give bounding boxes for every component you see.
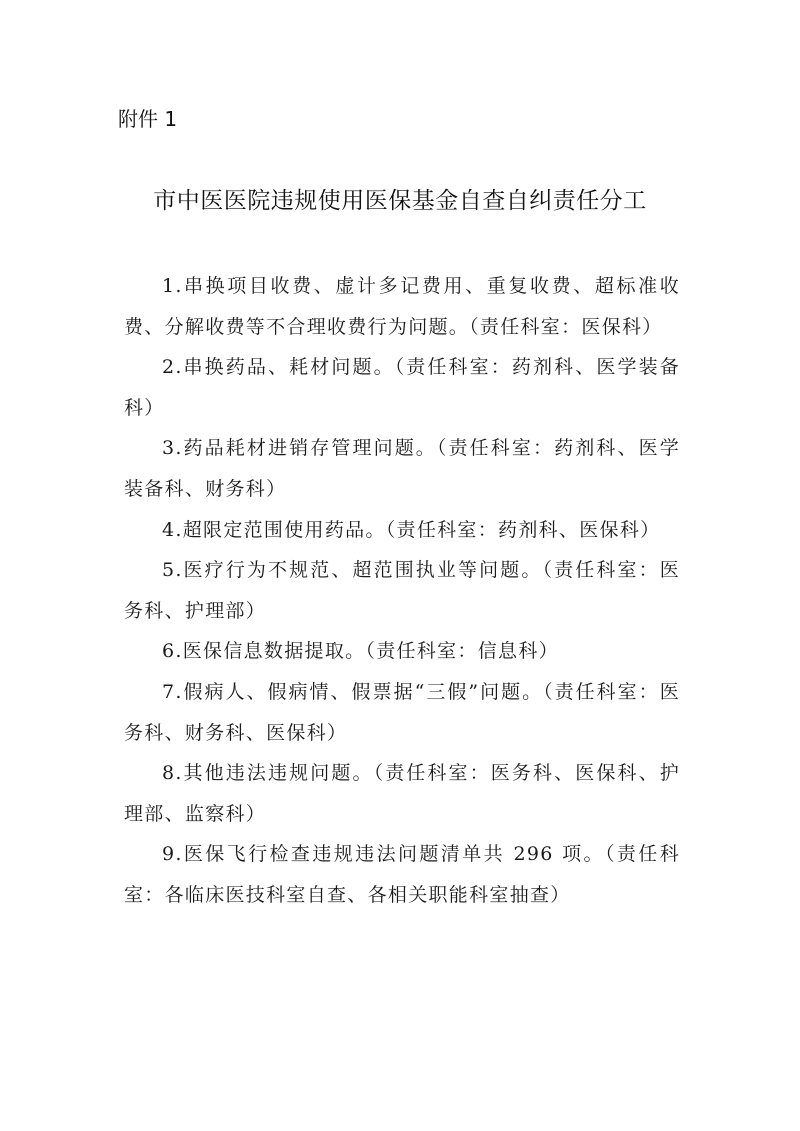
list-item: 9.医保飞行检查违规违法问题清单共 296 项。（责任科室：各临床医技科室自查、各相关职能科室抽查） xyxy=(124,843,680,906)
responsibility-list xyxy=(124,266,680,916)
list-item: 5.医疗行为不规范、超范围执业等问题。（责任科室：医务科、护理部） xyxy=(124,559,680,622)
attachment-label: 附件 1 xyxy=(118,107,178,131)
list-item: 2.串换药品、耗材问题。（责任科室：药剂科、医学装备科） xyxy=(124,356,680,419)
list-item: 1.串换项目收费、虚计多记费用、重复收费、超标准收费、分解收费等不合理收费行为问题。（责任科室：医保科） xyxy=(124,275,680,338)
list-item: 3.药品耗材进销存管理问题。（责任科室：药剂科、医学装备科、财务科） xyxy=(124,437,680,500)
list-item: 8.其他违法违规问题。（责任科室：医务科、医保科、护理部、监察科） xyxy=(124,762,680,825)
list-item: 7.假病人、假病情、假票据“三假”问题。（责任科室：医务科、财务科、医保科） xyxy=(124,680,680,744)
list-item: 6.医保信息数据提取。（责任科室：信息科） xyxy=(162,640,559,663)
list-item: 4.超限定范围使用药品。（责任科室：药剂科、医保科） xyxy=(162,518,661,541)
document-title: 市中医医院违规使用医保基金自查自纠责任分工 xyxy=(153,188,647,214)
